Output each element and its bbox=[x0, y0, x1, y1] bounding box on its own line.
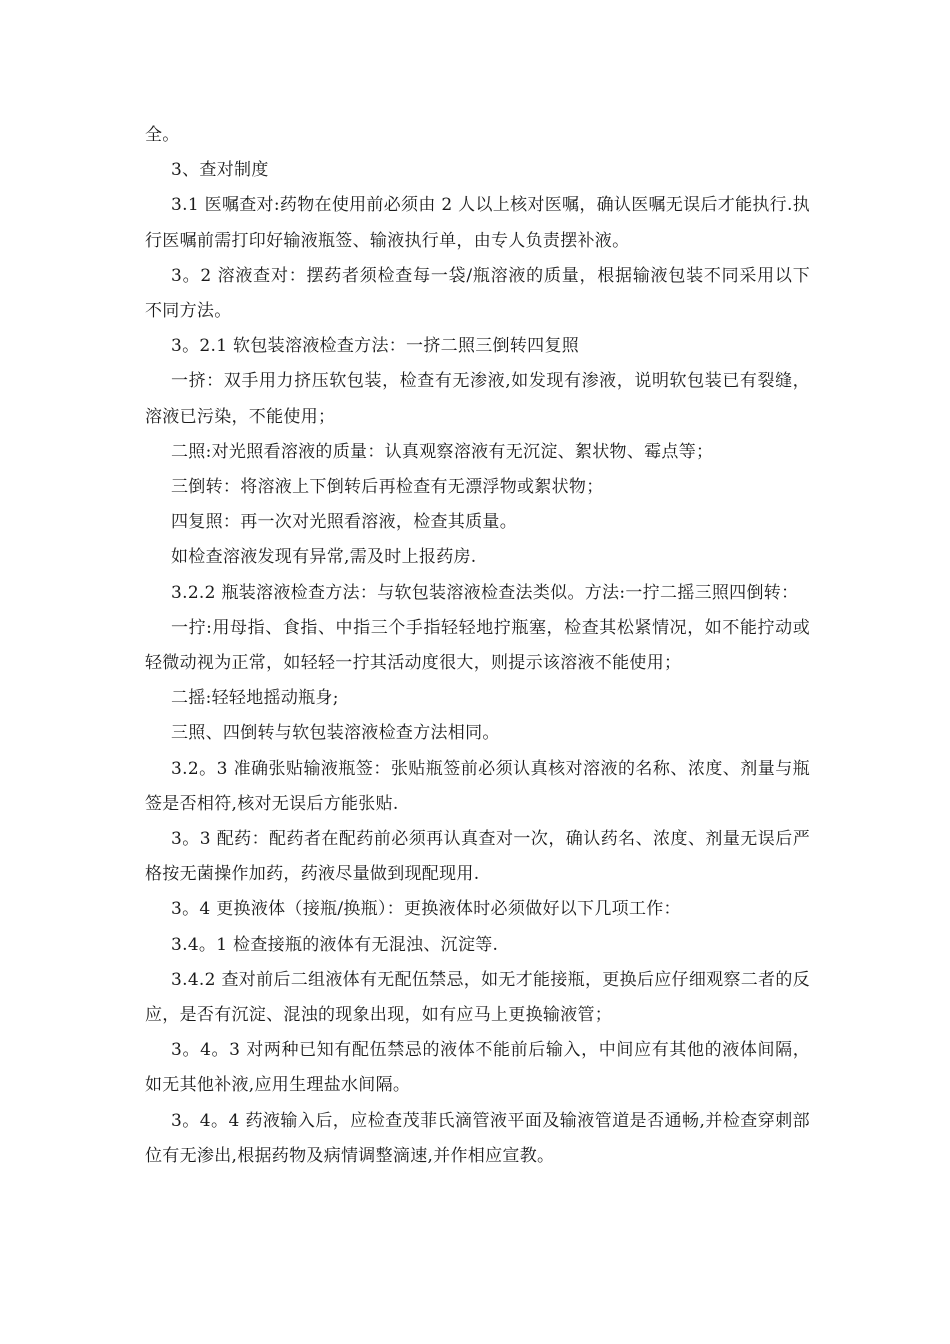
subsection-heading: 3.2.2 瓶装溶液检查方法：与软包装溶液检查法类似。方法:一拧二摇三照四倒转： bbox=[171, 582, 799, 603]
paragraph: 三倒转：将溶液上下倒转后再检查有无漂浮物或絮状物； bbox=[171, 477, 604, 498]
document-body bbox=[145, 118, 810, 1174]
paragraph: 3。2 溶液查对：摆药者须检查每一袋/瓶溶液的质量，根据输液包装不同采用以下不同方法。 bbox=[145, 265, 810, 322]
subsection-heading: 3。2.1 软包装溶液检查方法：一挤二照三倒转四复照 bbox=[171, 336, 580, 357]
paragraph: 3.4.2 查对前后二组液体有无配伍禁忌，如无才能接瓶，更换后应仔细观察二者的反应，是否有沉淀、混浊的现象出现，如有应马上更换输液管； bbox=[145, 969, 810, 1026]
paragraph: 三照、四倒转与软包装溶液检查方法相同。 bbox=[171, 723, 500, 744]
paragraph: 3。3 配药：配药者在配药前必须再认真查对一次，确认药名、浓度、剂量无误后严格按无菌操作加药，药液尽量做到现配现用. bbox=[145, 829, 810, 885]
paragraph: 如检查溶液发现有异常,需及时上报药房. bbox=[171, 547, 477, 568]
paragraph: 二照:对光照看溶液的质量：认真观察溶液有无沉淀、絮状物、霉点等； bbox=[171, 441, 714, 462]
paragraph: 四复照：再一次对光照看溶液，检查其质量。 bbox=[171, 512, 517, 533]
paragraph: 二摇:轻轻地摇动瓶身; bbox=[171, 688, 339, 709]
paragraph: 3。4 更换液体（接瓶/换瓶）：更换液体时必须做好以下几项工作： bbox=[171, 899, 681, 920]
paragraph: 3。4。3 对两种已知有配伍禁忌的液体不能前后输入，中间应有其他的液体间隔，如无其他补液,应用生理盐水间隔。 bbox=[145, 1040, 810, 1096]
paragraph: 3.4。1 检查接瓶的液体有无混浊、沉淀等. bbox=[171, 934, 499, 955]
paragraph: 一挤：双手用力挤压软包装，检查有无渗液,如发现有渗液，说明软包装已有裂缝，溶液已污染，不能使用； bbox=[145, 371, 810, 427]
paragraph-continuation: 全。 bbox=[145, 125, 180, 145]
paragraph: 3。4。4 药液输入后，应检查茂菲氏滴管液平面及输液管道是否通畅,并检查穿刺部位有无渗出,根据药物及病情调整滴速,并作相应宣教。 bbox=[145, 1110, 810, 1166]
paragraph: 一拧:用母指、食指、中指三个手指轻轻地拧瓶塞，检查其松紧情况，如不能拧动或轻微动视为正常，如轻轻一拧其活动度很大，则提示该溶液不能使用； bbox=[145, 617, 810, 674]
paragraph: 3.1 医嘱查对:药物在使用前必须由 2 人以上核对医嘱，确认医嘱无误后才能执行.执行医嘱前需打印好输液瓶签、输液执行单，由专人负责摆补液。 bbox=[145, 195, 810, 251]
paragraph: 3.2。3 准确张贴输液瓶签：张贴瓶签前必须认真核对溶液的名称、浓度、剂量与瓶签是否相符,核对无误后方能张贴. bbox=[145, 758, 810, 814]
section-heading: 3、查对制度 bbox=[171, 160, 269, 181]
